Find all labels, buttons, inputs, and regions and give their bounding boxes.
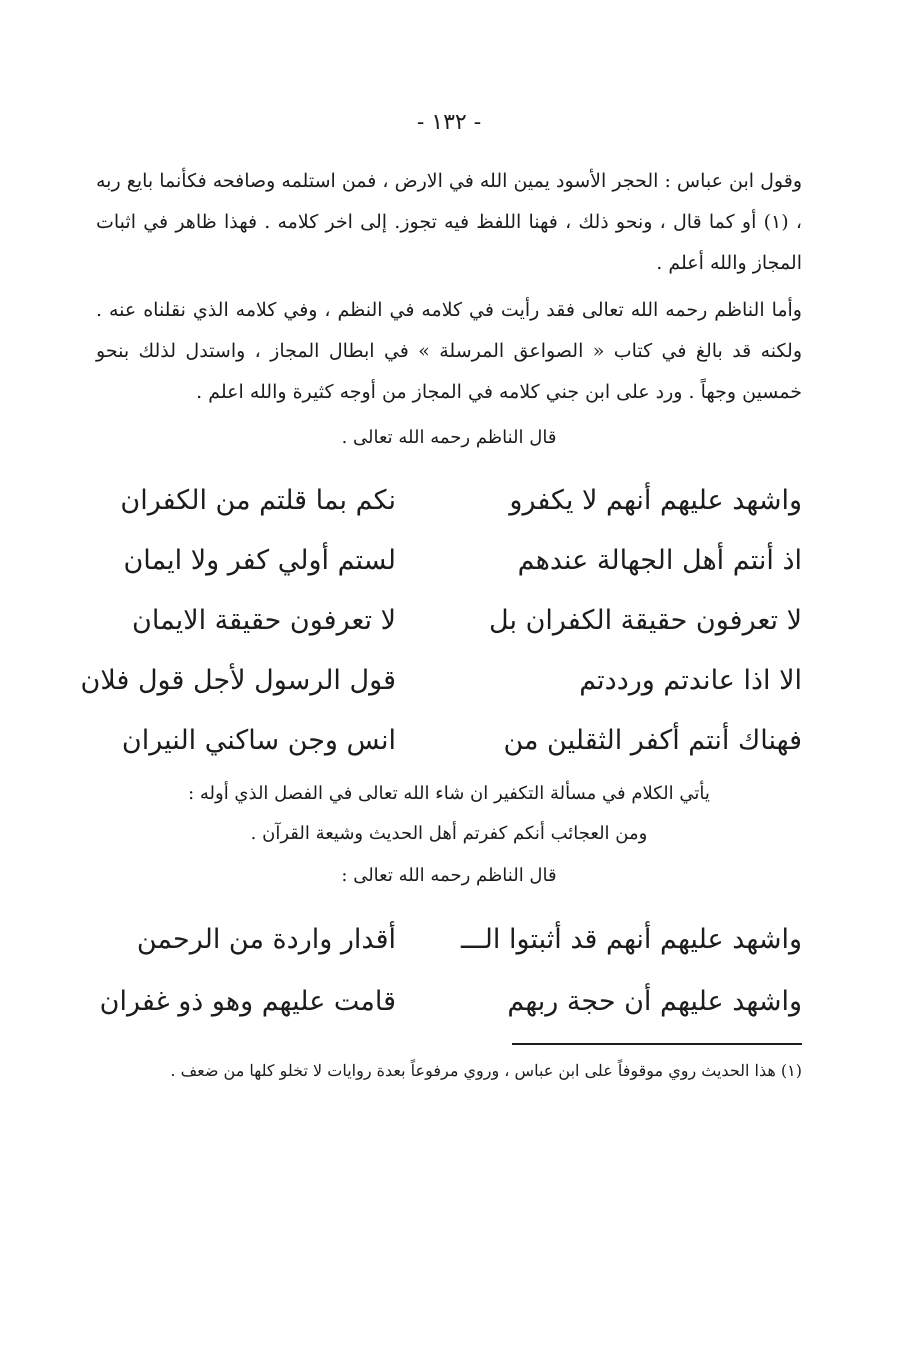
verse-first-hemistich: اذ أنتم أهل الجهالة عندهم: [517, 545, 802, 576]
paragraph: وأما الناظم رحمه الله تعالى فقد رأيت في كلامه في النظم ، وفي كلامه الذي نقلناه عنه . ولكنه قد بالغ في كتاب « الصواعق المرسلة » في ابطال المجاز ، واستدل لذلك بنحو خمسين وجهاً . ورد على ابن جني كلامه في المجاز من أوجه كثيرة والله اعلم .: [96, 299, 802, 403]
verse: [96, 531, 802, 591]
section-heading: قال الناظم رحمه الله تعالى .: [341, 427, 557, 448]
verse-first-hemistich: لا تعرفون حقيقة الكفران بل: [489, 605, 802, 636]
verse: [96, 591, 802, 651]
poem-verses-1: [80, 471, 802, 771]
verse: [96, 711, 802, 771]
footnote: (١) هذا الحديث روي موقوفاً على ابن عباس ، وروي مرفوعاً بعدة روايات لا تخلو كلها من ضعف .: [170, 1061, 802, 1080]
verse-second-hemistich: نكم بما قلتم من الكفران: [120, 485, 396, 516]
verse-first-hemistich: واشهد عليهم أن حجة ربهم: [507, 986, 802, 1017]
verse: [96, 471, 802, 531]
verse-second-hemistich: انس وجن ساكني النيران: [121, 725, 396, 756]
verse: [96, 909, 802, 971]
verse: [80, 651, 802, 711]
editor-note-line: يأتي الكلام في مسألة التكفير ان شاء الله تعالى في الفصل الذي أوله :: [188, 783, 710, 804]
verse-first-hemistich: واشهد عليهم أنهم قد أثبتوا الـــ: [460, 924, 802, 955]
verse-second-hemistich: قامت عليهم وهو ذو غفران: [99, 986, 396, 1017]
verse-second-hemistich: قول الرسول لأجل قول فلان: [80, 665, 396, 696]
page-number: - ١٣٢ -: [416, 110, 482, 135]
editor-note-line: ومن العجائب أنكم كفرتم أهل الحديث وشيعة القرآن .: [250, 823, 648, 844]
section-heading: قال الناظم رحمه الله تعالى :: [341, 865, 557, 886]
footnote-divider: [512, 1043, 802, 1045]
verse-second-hemistich: لستم أولي كفر ولا ايمان: [123, 545, 396, 576]
verse-second-hemistich: أقدار واردة من الرحمن: [136, 924, 396, 955]
verse: [96, 971, 802, 1033]
verse-second-hemistich: لا تعرفون حقيقة الايمان: [132, 605, 396, 636]
poem-verses-2: [96, 909, 802, 1033]
prose-section: [96, 161, 802, 413]
paragraph: وقول ابن عباس : الحجر الأسود يمين الله في الارض ، فمن استلمه وصافحه فكأنما بايع ربه ، (١) أو كما قال ، ونحو ذلك ، فهنا اللفظ فيه تجوز. إلى اخر كلامه . فهذا ظاهر في اثبات المجاز والله أعلم .: [96, 170, 802, 274]
verse-first-hemistich: فهناك أنتم أكفر الثقلين من: [503, 725, 802, 756]
verse-first-hemistich: واشهد عليهم أنهم لا يكفرو: [509, 485, 802, 516]
verse-first-hemistich: الا اذا عاندتم ورددتم: [579, 665, 802, 696]
